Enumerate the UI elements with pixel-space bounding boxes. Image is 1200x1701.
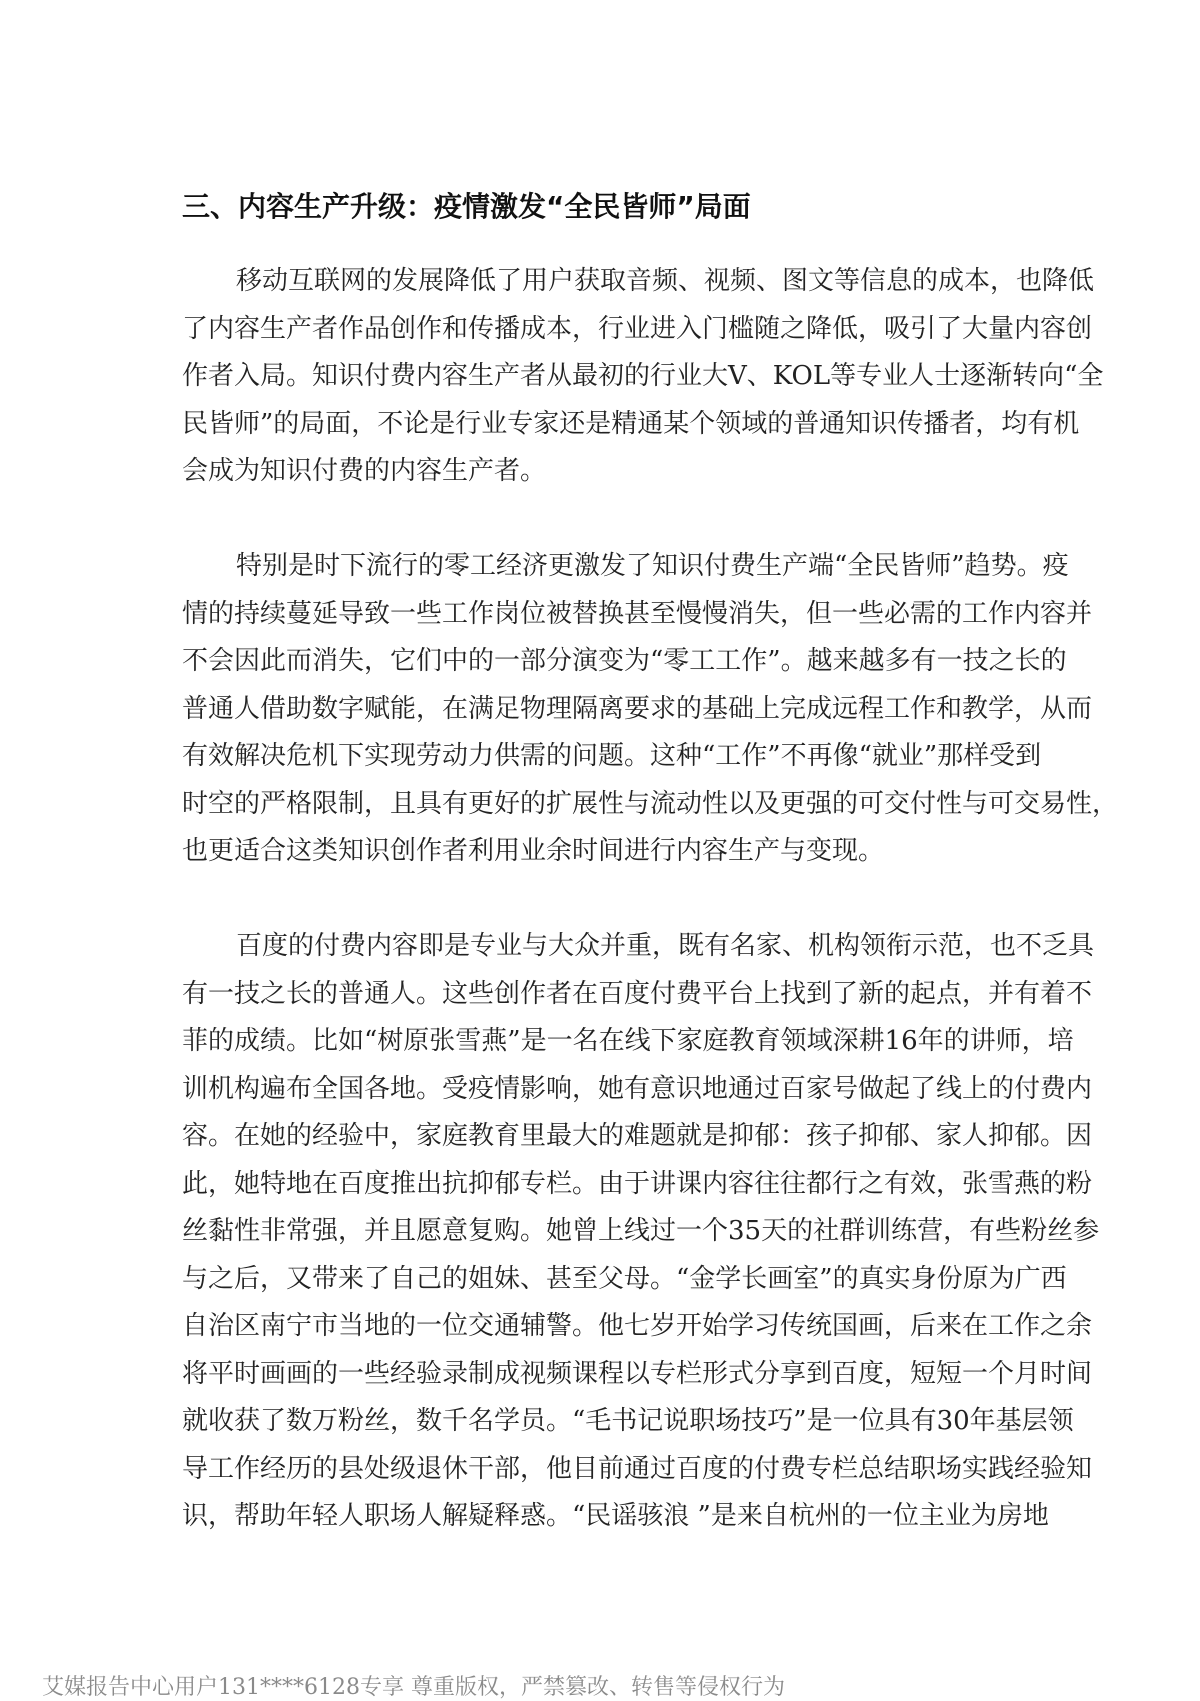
text-line: 有效解决危机下实现劳动力供需的问题。这种“工作”不再像“就业”那样受到 — [182, 741, 1042, 771]
text-line: 识，帮助年轻人职场人解疑释惑。“民谣骇浪 ”是来自杭州的一位主业为房地 — [182, 1501, 1049, 1531]
text-line: 导工作经历的县处级退休干部，他目前通过百度的付费专栏总结职场实践经验知 — [182, 1453, 1093, 1484]
text-line: 菲的成绩。比如“树原张雪燕”是一名在线下家庭教育领域深耕16年的讲师，培 — [182, 1026, 1074, 1056]
text-line: 训机构遍布全国各地。受疫情影响，她有意识地通过百家号做起了线上的付费内 — [182, 1073, 1093, 1104]
text-line: 自治区南宁市当地的一位交通辅警。他七岁开始学习传统国画，后来在工作之余 — [182, 1311, 1093, 1341]
text-line: 容。在她的经验中，家庭教育里最大的难题就是抑郁：孩子抑郁、家人抑郁。因 — [182, 1121, 1093, 1151]
paragraph-1 — [182, 258, 1104, 496]
text-line: 有一技之长的普通人。这些创作者在百度付费平台上找到了新的起点，并有着不 — [182, 978, 1093, 1009]
text-line: 也更适合这类知识创作者利用业余时间进行内容生产与变现。 — [182, 836, 885, 866]
text-line: 会成为知识付费的内容生产者。 — [182, 456, 547, 486]
paragraph-3 — [182, 923, 1100, 1541]
paragraph-2 — [182, 543, 1119, 876]
text-line: 普通人借助数字赋能，在满足物理隔离要求的基础上完成远程工作和教学，从而 — [182, 693, 1093, 724]
text-line: 将平时画画的一些经验录制成视频课程以专栏形式分享到百度，短短一个月时间 — [182, 1358, 1093, 1389]
text-line: 特别是时下流行的零工经济更激发了知识付费生产端“全民皆师”趋势。疫 — [236, 551, 1069, 581]
text-line: 移动互联网的发展降低了用户获取音频、视频、图文等信息的成本，也降低 — [236, 266, 1095, 296]
text-line: 此，她特地在百度推出抗抑郁专栏。由于讲课内容往往都行之有效，张雪燕的粉 — [182, 1168, 1093, 1199]
text-line: 丝黏性非常强，并且愿意复购。她曾上线过一个35天的社群训练营，有些粉丝参 — [182, 1216, 1100, 1246]
document-body — [182, 258, 1119, 1588]
text-line: 就收获了数万粉丝，数千名学员。“毛书记说职场技巧”是一位具有30年基层领 — [182, 1406, 1074, 1436]
copyright-watermark: 艾媒报告中心用户131****6128专享 尊重版权，严禁篡改、转售等侵权行为 — [42, 1675, 785, 1700]
text-line: 时空的严格限制，且具有更好的扩展性与流动性以及更强的可交付性与可交易性， — [182, 788, 1119, 819]
text-line: 不会因此而消失，它们中的一部分演变为“零工工作”。越来越多有一技之长的 — [182, 646, 1067, 676]
text-line: 与之后，又带来了自己的姐妹、甚至父母。“金学长画室”的真实身份原为广西 — [182, 1263, 1067, 1294]
text-line: 了内容生产者作品创作和传播成本，行业进入门槛随之降低，吸引了大量内容创 — [182, 313, 1093, 344]
text-line: 情的持续蔓延导致一些工作岗位被替换甚至慢慢消失，但一些必需的工作内容并 — [182, 598, 1093, 629]
text-line: 民皆师”的局面，不论是行业专家还是精通某个领域的普通知识传播者，均有机 — [182, 408, 1080, 439]
section-heading: 三、内容生产升级：疫情激发“全民皆师”局面 — [182, 189, 751, 223]
text-line: 百度的付费内容即是专业与大众并重，既有名家、机构领衔示范，也不乏具 — [236, 931, 1095, 961]
text-line: 作者入局。知识付费内容生产者从最初的行业大V、KOL等专业人士逐渐转向“全 — [182, 361, 1104, 391]
